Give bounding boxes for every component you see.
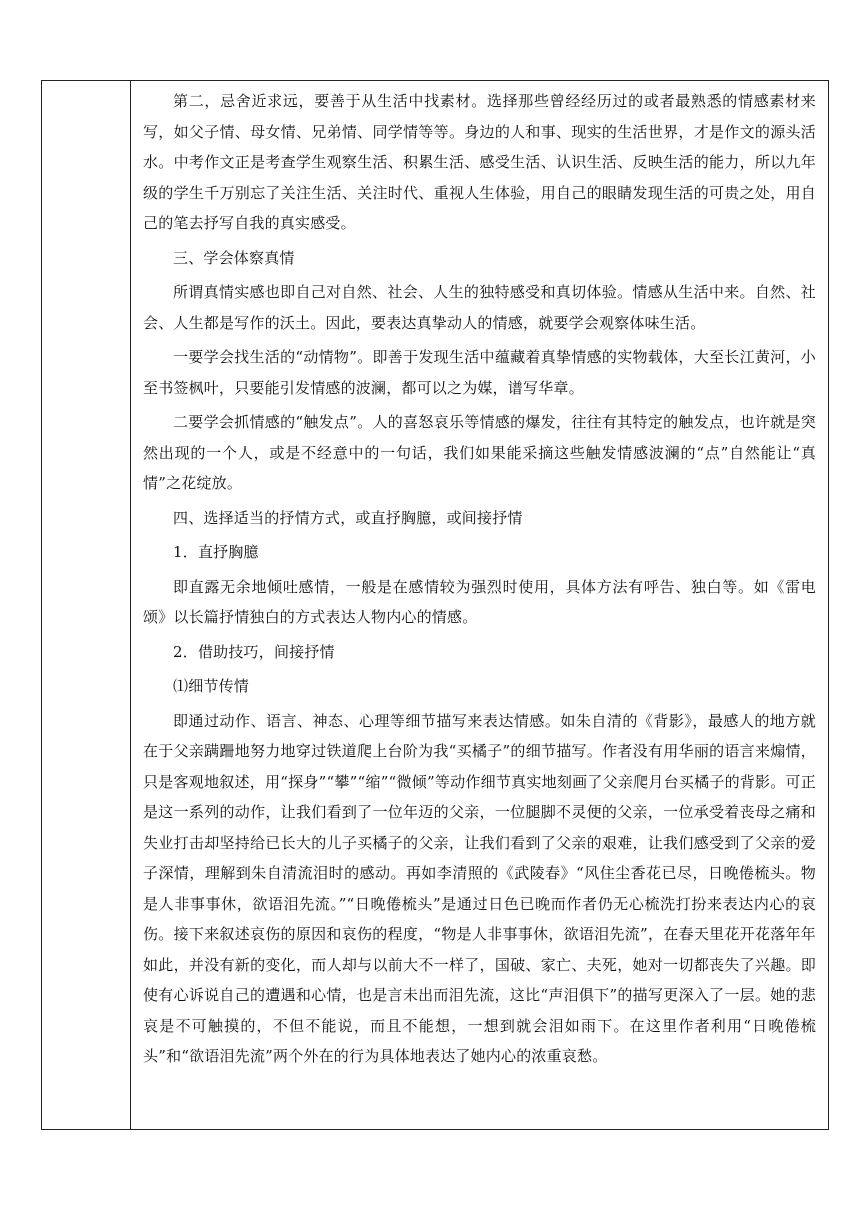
subheading-indirect-expression: 2．借助技巧，间接抒情 — [173, 642, 335, 661]
subheading-detail-conveys-feeling: ⑴细节传情 — [173, 677, 250, 695]
table-label-cell — [42, 81, 131, 1129]
paragraph-direct-expression: 即直露无余地倾吐感情，一般是在感情较为强烈时使用，具体方法有呼告、独白等。如《雷电颂》以长篇抒情独白的方式表达人物内心的情感。 — [143, 577, 816, 626]
heading-section-three: 三、学会体察真情 — [173, 248, 295, 267]
document-table — [41, 80, 829, 1130]
paragraph-trigger-points: 二要学会抓情感的“触发点”。人的喜怒哀乐等情感的爆发，往往有其特定的触发点，也许就是突然出现的一个人，或是不经意中的一句话，我们如果能采摘这些触发情感波澜的“点”自然能让“真情”之花绽放。 — [143, 413, 816, 492]
subheading-direct-expression: 1．直抒胸臆 — [173, 543, 259, 561]
paragraph-material-from-life: 第二，忌舍近求远，要善于从生活中找素材。选择那些曾经经历过的或者最熟悉的情感素材来写，如父子情、母女情、兄弟情、同学情等等。身边的人和事、现实的生活世界，才是作文的源头活水。中考作文正是考查学生观察生活、积累生活、感受生活、认识生活、反映生活的能力，所以九年级的学生千万别忘了关注生活、关注时代、重视人生体验，用自己的眼睛发现生活的可贵之处，用自己的笔去抒写自我的真实感受。 — [143, 92, 816, 232]
table-content-cell — [131, 81, 828, 1129]
heading-section-four: 四、选择适当的抒情方式，或直抒胸臆，或间接抒情 — [173, 508, 523, 527]
paragraph-detail-examples: 即通过动作、语言、神态、心理等细节描写来表达情感。如朱自清的《背影》，最感人的地方就在于父亲蹒跚地努力地穿过铁道爬上台阶为我“买橘子”的细节描写。作者没有用华丽的语言来煽情，只是客观地叙述，用“探身”“攀”“缩”“微倾”等动作细节真实地刻画了父亲爬月台买橘子的背影。可正是这一系列的动作，让我们看到了一位年迈的父亲，一位腿脚不灵便的父亲，一位承受着丧母之痛和失业打击却坚持给已长大的儿子买橘子的父亲，让我们看到了父亲的艰难，让我们感受到了父亲的爱子深情，理解到朱自清流泪时的感动。再如李清照的《武陵春》“风住尘香花已尽，日晚倦梳头。物是人非事事休，欲语泪先流。”“日晚倦梳头”是通过日色已晚而作者仍无心梳洗打扮来表达内心的哀伤。接下来叙述哀伤的原因和哀伤的程度，“物是人非事事休，欲语泪先流”，在春天里花开花落年年如此，并没有新的变化，而人却与以前大不一样了，国破、家亡、夫死，她对一切都丧失了兴趣。即使有心诉说自己的遭遇和心情，也是言未出而泪先流，这比“声泪俱下”的描写更深入了一层。她的悲哀是不可触摸的，不但不能说，而且不能想，一想到就会泪如雨下。在这里作者利用“日晚倦梳头”和“欲语泪先流”两个外在的行为具体地表达了她内心的浓重哀愁。 — [143, 711, 816, 1065]
paragraph-emotional-objects: 一要学会找生活的“动情物”。即善于发现生活中蕴藏着真挚情感的实物载体，大至长江黄河，小至书签枫叶，只要能引发情感的波澜，都可以之为媒，谱写华章。 — [143, 348, 816, 397]
paragraph-true-feelings: 所谓真情实感也即自己对自然、社会、人生的独特感受和真切体验。情感从生活中来。自然、社会、人生都是写作的沃土。因此，要表达真挚动人的情感，就要学会观察体味生活。 — [143, 283, 816, 332]
